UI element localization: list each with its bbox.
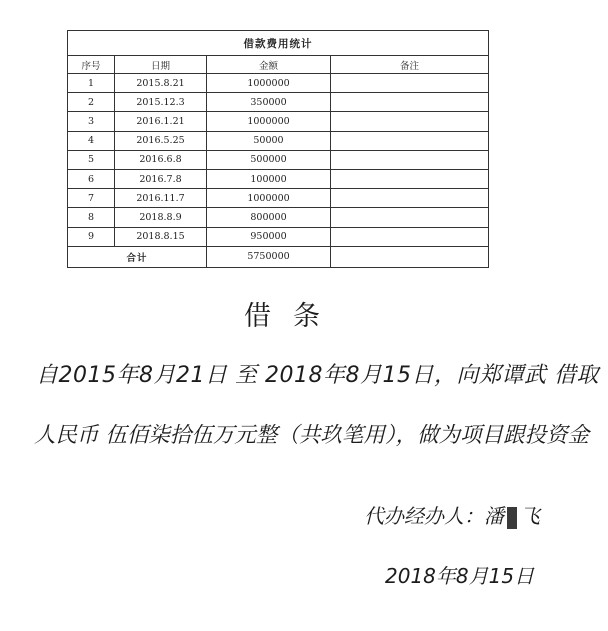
row-number: 4 [68, 131, 115, 150]
row-amount: 800000 [207, 208, 331, 227]
table-row [68, 169, 489, 188]
row-note [331, 169, 489, 188]
signer-name [484, 500, 540, 529]
row-date: 2018.8.15 [115, 227, 207, 246]
row-number: 8 [68, 208, 115, 227]
signing-date: 2018年8月15日 [385, 564, 535, 588]
table-row [68, 112, 489, 131]
table-title: 借款费用统计 [68, 31, 489, 56]
row-date: 2015.8.21 [115, 74, 207, 93]
row-note [331, 74, 489, 93]
total-row [68, 246, 489, 267]
row-amount: 50000 [207, 131, 331, 150]
row-note [331, 93, 489, 112]
iou-body-line-2: 人民币 伍佰柒拾伍万元整（共玖笔用），做为项目跟投资金 [34, 423, 590, 448]
table-row [68, 74, 489, 93]
row-number: 7 [68, 189, 115, 208]
row-date: 2018.8.9 [115, 208, 207, 227]
signer-label: 代办经办人： [364, 504, 484, 528]
row-number: 2 [68, 93, 115, 112]
total-amount: 5750000 [207, 246, 331, 267]
row-amount: 350000 [207, 93, 331, 112]
table-body [68, 74, 489, 247]
row-amount: 1000000 [207, 112, 331, 131]
row-note [331, 208, 489, 227]
redaction-block [507, 507, 517, 529]
row-number: 3 [68, 112, 115, 131]
row-date: 2015.12.3 [115, 93, 207, 112]
row-amount: 1000000 [207, 74, 331, 93]
table-row [68, 131, 489, 150]
column-header-note: 备注 [331, 56, 489, 74]
total-note [331, 246, 489, 267]
table-row [68, 227, 489, 246]
row-amount: 500000 [207, 150, 331, 169]
total-label: 合计 [68, 246, 207, 267]
row-date: 2016.7.8 [115, 169, 207, 188]
row-number: 1 [68, 74, 115, 93]
table-row [68, 93, 489, 112]
row-date: 2016.1.21 [115, 112, 207, 131]
row-number: 5 [68, 150, 115, 169]
row-number: 6 [68, 169, 115, 188]
column-header-number: 序号 [68, 56, 115, 74]
row-note [331, 189, 489, 208]
row-note [331, 150, 489, 169]
signer-name-end: 飞 [520, 504, 540, 528]
table-row [68, 208, 489, 227]
column-header-amount: 金额 [207, 56, 331, 74]
row-date: 2016.6.8 [115, 150, 207, 169]
row-note [331, 131, 489, 150]
iou-title: 借条 [244, 301, 342, 332]
row-amount: 100000 [207, 169, 331, 188]
row-date: 2016.5.25 [115, 131, 207, 150]
table-row [68, 189, 489, 208]
column-header-date: 日期 [115, 56, 207, 74]
loan-expense-table [67, 30, 489, 268]
row-number: 9 [68, 227, 115, 246]
iou-body-line-1: 自2015年8月21日 至 2018年8月15日，向郑谭武 借取 [36, 363, 599, 388]
row-note [331, 112, 489, 131]
signer-line [364, 500, 540, 529]
table-row [68, 150, 489, 169]
row-amount: 1000000 [207, 189, 331, 208]
signer-name-start: 潘 [484, 504, 504, 528]
row-note [331, 227, 489, 246]
row-amount: 950000 [207, 227, 331, 246]
row-date: 2016.11.7 [115, 189, 207, 208]
